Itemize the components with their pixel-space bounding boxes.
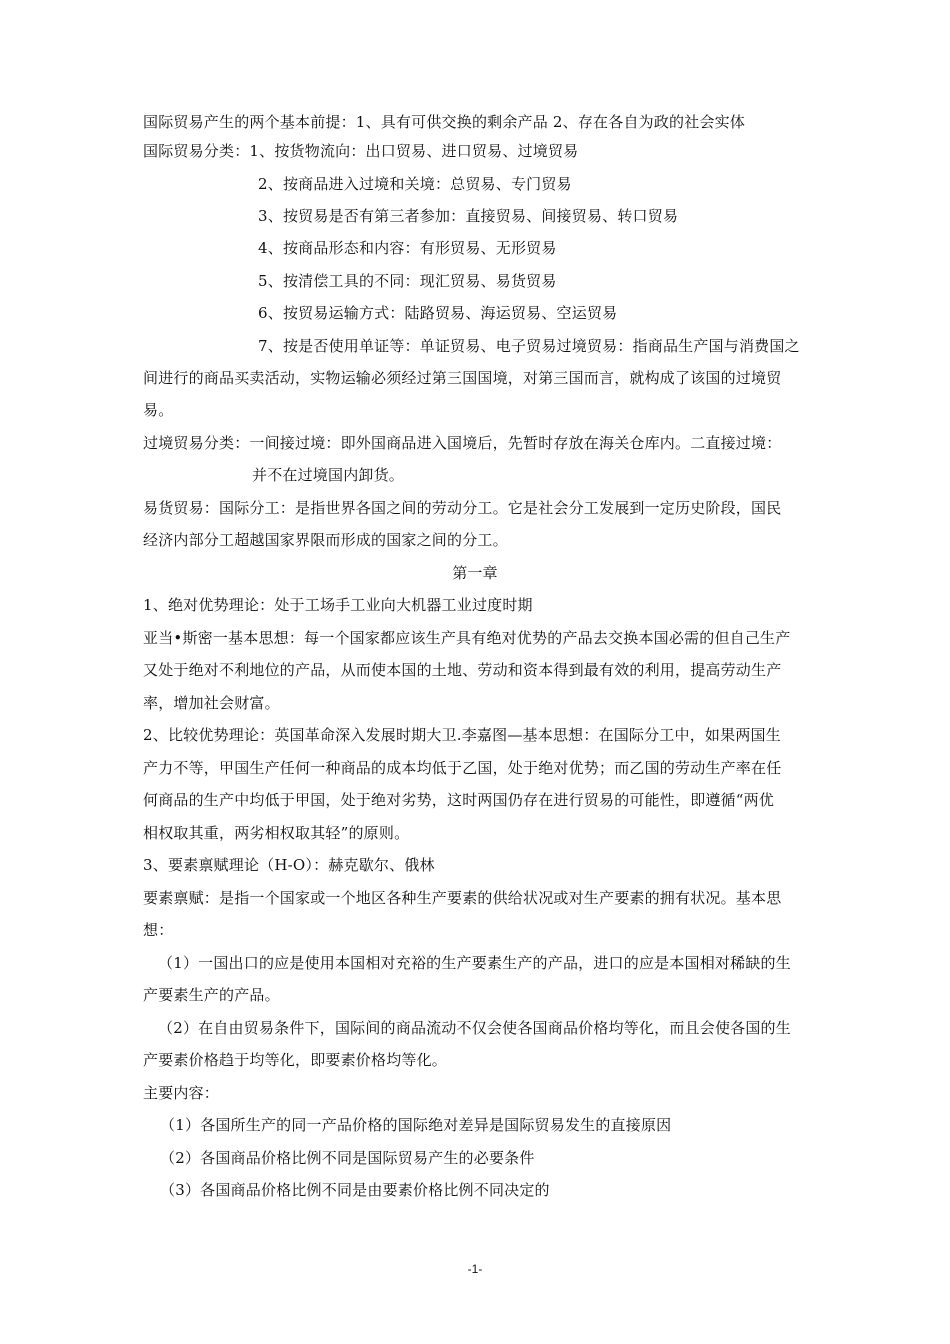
text-line: 1、绝对优势理论：处于工场手工业向大机器工业过度时期 xyxy=(143,596,533,614)
text-line: 相权取其重，两劣相权取其轻”的原则。 xyxy=(143,824,410,842)
text-line: （2）在自由贸易条件下，国际间的商品流动不仅会使各国商品价格均等化，而且会使各国的生 xyxy=(158,1019,791,1037)
text-line: 国际贸易产生的两个基本前提：1、具有可供交换的剩余产品 2、存在各自为政的社会实体 xyxy=(143,113,746,131)
text-line: 易货贸易：国际分工：是指世界各国之间的劳动分工。它是社会分工发展到一定历史阶段，国民 xyxy=(143,499,782,517)
text-line: 过境贸易分类：一间接过境：即外国商品进入国境后，先暂时存放在海关仓库内。二直接过境： xyxy=(143,434,782,452)
text-line: 2、比较优势理论：英国革命深入发展时期大卫.李嘉图—基本思想：在国际分工中，如果两国生 xyxy=(143,726,781,744)
text-line: 想： xyxy=(143,921,174,939)
text-line: （1）各国所生产的同一产品价格的国际绝对差异是国际贸易发生的直接原因 xyxy=(160,1116,672,1134)
text-line: 产要素价格趋于均等化，即要素价格均等化。 xyxy=(143,1051,448,1069)
text-line: 何商品的生产中均低于甲国，处于绝对劣势，这时两国仍存在进行贸易的可能性，即遵循“两优 xyxy=(143,791,775,809)
text-line: （1）一国出口的应是使用本国相对充裕的生产要素生产的产品，进口的应是本国相对稀缺的生 xyxy=(158,954,791,972)
page-number: -1- xyxy=(467,1262,483,1276)
text-line: 产力不等，甲国生产任何一种商品的成本均低于乙国，处于绝对优势；而乙国的劳动生产率在任 xyxy=(143,759,782,777)
text-line: 6、按贸易运输方式：陆路贸易、海运贸易、空运贸易 xyxy=(258,304,618,322)
text-line: 5、按清偿工具的不同：现汇贸易、易货贸易 xyxy=(258,272,557,290)
text-line: 国际贸易分类：1、按货物流向：出口贸易、进口贸易、过境贸易 xyxy=(143,142,579,160)
text-line: 4、按商品形态和内容：有形贸易、无形贸易 xyxy=(258,239,557,257)
text-line: （2）各国商品价格比例不同是国际贸易产生的必要条件 xyxy=(160,1149,535,1167)
text-line: 要素禀赋：是指一个国家或一个地区各种生产要素的供给状况或对生产要素的拥有状况。基本思 xyxy=(143,889,782,907)
text-line: 7、按是否使用单证等：单证贸易、电子贸易过境贸易：指商品生产国与消费国之 xyxy=(258,337,800,355)
chapter-heading: 第一章 xyxy=(452,564,498,582)
text-line: 3、要素禀赋理论（H-O）：赫克歇尔、俄林 xyxy=(143,856,435,874)
text-line: 亚当•斯密一基本思想：每一个国家都应该生产具有绝对优势的产品去交换本国必需的但自己生产 xyxy=(143,629,791,647)
text-line: 3、按贸易是否有第三者参加：直接贸易、间接贸易、转口贸易 xyxy=(258,207,679,225)
text-line: 又处于绝对不利地位的产品，从而使本国的土地、劳动和资本得到最有效的利用，提高劳动生产 xyxy=(143,661,782,679)
text-line: 经济内部分工超越国家界限而形成的国家之间的分工。 xyxy=(143,531,508,549)
text-line: 产要素生产的产品。 xyxy=(143,986,280,1004)
text-line: 2、按商品进入过境和关境：总贸易、专门贸易 xyxy=(258,175,572,193)
text-line: 易。 xyxy=(143,401,174,419)
text-line: （3）各国商品价格比例不同是由要素价格比例不同决定的 xyxy=(160,1181,550,1199)
text-line: 率，增加社会财富。 xyxy=(143,694,280,712)
text-line: 间进行的商品买卖活动，实物运输必须经过第三国国境，对第三国而言，就构成了该国的过境贸 xyxy=(143,369,782,387)
text-line: 主要内容： xyxy=(143,1084,220,1102)
text-line: 并不在过境国内卸货。 xyxy=(252,466,405,484)
